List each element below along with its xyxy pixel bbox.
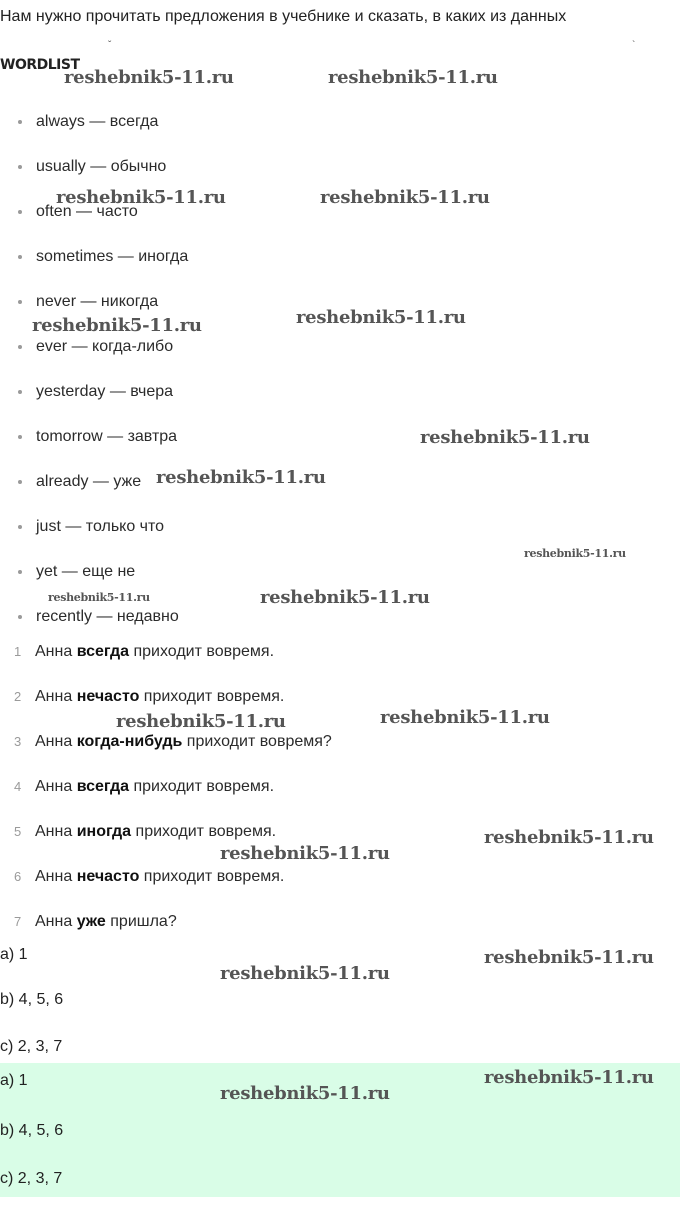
wordlist-heading: WORDLIST [0,57,80,73]
watermark: reshebnik5-11.ru [380,707,550,728]
answer-line-c: c) 2, 3, 7 [0,1170,63,1187]
option-c: c) 2, 3, 7 [0,1038,63,1055]
bullet-icon [18,210,22,214]
watermark: reshebnik5-11.ru [260,587,430,608]
watermark: reshebnik5-11.ru [524,547,626,560]
watermark: reshebnik5-11.ru [420,427,590,448]
watermark: reshebnik5-11.ru [484,827,654,848]
bullet-icon [18,570,22,574]
watermark: reshebnik5-11.ru [64,67,234,88]
bullet-icon [18,165,22,169]
watermark: reshebnik5-11.ru [220,843,390,864]
watermark: reshebnik5-11.ru [328,67,498,88]
watermark: reshebnik5-11.ru [296,307,466,328]
watermark: reshebnik5-11.ru [56,187,226,208]
bullet-icon [18,255,22,259]
bullet-icon [18,300,22,304]
bullet-icon [18,525,22,529]
cut-glyph: ˇ [108,40,112,51]
watermark: reshebnik5-11.ru [220,963,390,984]
option-b: b) 4, 5, 6 [0,991,64,1008]
watermark: reshebnik5-11.ru [48,591,150,604]
bullet-icon [18,390,22,394]
bullet-icon [18,615,22,619]
option-a: a) 1 [0,946,28,963]
cut-line [0,40,680,51]
watermark: reshebnik5-11.ru [484,947,654,968]
intro-text: Нам нужно прочитать предложения в учебнике и сказать, в каких из данных [0,8,567,25]
watermark: reshebnik5-11.ru [32,315,202,336]
bullet-icon [18,345,22,349]
watermark: reshebnik5-11.ru [484,1067,654,1088]
watermark: reshebnik5-11.ru [220,1083,390,1104]
bullet-icon [18,480,22,484]
bullet-icon [18,435,22,439]
answer-line-a: a) 1 [0,1072,28,1089]
bullet-icon [18,120,22,124]
cut-glyph: ` [632,40,636,51]
watermark: reshebnik5-11.ru [116,711,286,732]
watermark: reshebnik5-11.ru [320,187,490,208]
watermark: reshebnik5-11.ru [156,467,326,488]
answer-line-b: b) 4, 5, 6 [0,1122,64,1139]
